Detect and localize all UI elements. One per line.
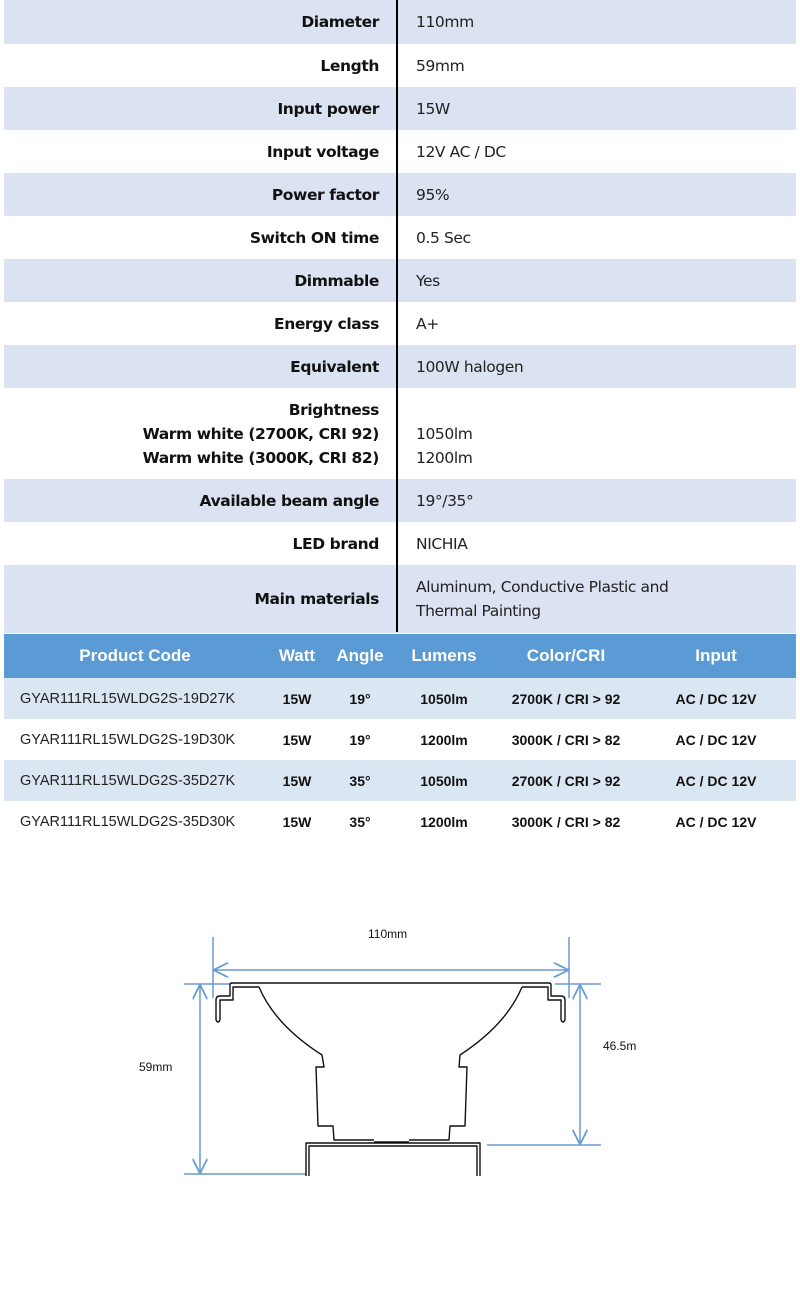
cell-product-code: GYAR111RL15WLDG2S-19D27K: [4, 678, 266, 719]
spec-value: 0.5 Sec: [416, 228, 471, 247]
header-lumens: Lumens: [392, 634, 496, 678]
spec-label: Available beam angle: [199, 491, 379, 510]
cell-color-cri: 2700K / CRI > 92: [496, 678, 636, 719]
product-table: [4, 634, 796, 842]
cell-watt: 15W: [282, 731, 312, 748]
spec-value-group: [396, 398, 796, 470]
table-row: [4, 801, 796, 842]
cell-product-code: GYAR111RL15WLDG2S-19D30K: [20, 731, 236, 748]
spec-value: 110mm: [416, 13, 474, 31]
spec-label: Input voltage: [266, 142, 379, 161]
spec-value: NICHIA: [416, 534, 468, 553]
cell-input: AC / DC 12V: [675, 813, 757, 830]
cell-input: AC / DC 12V: [675, 731, 757, 748]
table-row: [4, 678, 796, 719]
spec-row-equivalent: [4, 345, 796, 388]
body-height-label: 46.5m: [603, 1039, 637, 1053]
reflector-right: [409, 987, 522, 1140]
spec-row-dimmable: [4, 259, 796, 302]
spec-row-energy-class: [4, 302, 796, 345]
spec-label: Length: [320, 56, 379, 75]
cell-lumens: 1200lm: [420, 731, 468, 748]
spec-row-beam-angle: [4, 479, 796, 522]
spec-value: 95%: [416, 185, 450, 204]
spec-value: 19°/35°: [416, 491, 474, 510]
cell-color-cri: 3000K / CRI > 82: [511, 813, 621, 830]
lamp-base: [306, 1143, 480, 1176]
spec-value: 15W: [416, 99, 450, 118]
spec-value: 1200lm: [416, 448, 473, 467]
height-label: 59mm: [139, 1060, 173, 1074]
cell-angle: 35°: [328, 760, 392, 801]
spec-label: Main materials: [254, 590, 379, 608]
header-watt: Watt: [266, 634, 328, 678]
spec-label: Diameter: [301, 13, 379, 31]
cell-angle: 19°: [349, 731, 371, 748]
spec-row-diameter: [4, 0, 796, 44]
spec-value: Aluminum, Conductive Plastic and: [416, 578, 669, 596]
product-table-header: [4, 634, 796, 678]
cell-lumens: 1050lm: [392, 678, 496, 719]
cell-watt: 15W: [282, 813, 312, 830]
spec-value: 12V AC / DC: [416, 142, 506, 161]
spec-row-brightness: [4, 388, 796, 479]
spec-label: Power factor: [271, 185, 379, 204]
spec-label: Dimmable: [294, 271, 379, 290]
spec-row-power-factor: [4, 173, 796, 216]
spec-label: Equivalent: [290, 357, 379, 376]
spec-sublabel: Warm white (3000K, CRI 82): [142, 448, 379, 467]
header-product-code: Product Code: [4, 634, 266, 678]
lamp-outline: [216, 983, 565, 1176]
spec-value: 1050lm: [416, 424, 473, 443]
spec-label: LED brand: [292, 534, 379, 553]
cell-watt: 15W: [266, 678, 328, 719]
lamp-rim: [216, 983, 565, 1020]
spec-value-group: [396, 575, 796, 623]
spec-label: Energy class: [274, 314, 379, 333]
cell-color-cri: 3000K / CRI > 82: [511, 731, 621, 748]
table-row: [4, 760, 796, 801]
spec-sublabel: Warm white (2700K, CRI 92): [142, 424, 379, 443]
spec-label: Switch ON time: [249, 228, 379, 247]
spec-value: Yes: [416, 271, 440, 290]
spec-value: Thermal Painting: [416, 602, 541, 620]
spec-value: 100W halogen: [416, 357, 524, 376]
cell-product-code: GYAR111RL15WLDG2S-35D27K: [4, 760, 266, 801]
spec-table: [4, 0, 796, 633]
dimension-diagram: [0, 900, 800, 1200]
header-color-cri: Color/CRI: [496, 634, 636, 678]
spec-row-main-materials: [4, 565, 796, 633]
spec-column-divider: [396, 0, 398, 632]
header-input: Input: [636, 634, 796, 678]
spec-label: Input power: [277, 99, 379, 118]
spec-value: A+: [416, 314, 439, 333]
spec-value: 59mm: [416, 56, 465, 75]
header-angle: Angle: [328, 634, 392, 678]
spec-row-input-power: [4, 87, 796, 130]
spec-label: Brightness: [288, 400, 379, 419]
reflector-left: [259, 987, 374, 1140]
cell-input: AC / DC 12V: [636, 678, 796, 719]
spec-row-switch-on-time: [4, 216, 796, 259]
cell-color-cri: 2700K / CRI > 92: [496, 760, 636, 801]
cell-angle: 35°: [349, 813, 371, 830]
cell-input: AC / DC 12V: [636, 760, 796, 801]
cell-watt: 15W: [266, 760, 328, 801]
dimension-lines: [184, 937, 601, 1174]
cell-lumens: 1200lm: [420, 813, 468, 830]
spec-row-length: [4, 44, 796, 87]
spec-row-led-brand: [4, 522, 796, 565]
spec-row-input-voltage: [4, 130, 796, 173]
width-label: 110mm: [368, 927, 408, 941]
table-row: [4, 719, 796, 760]
cell-angle: 19°: [328, 678, 392, 719]
spec-label-group: [4, 398, 396, 470]
cell-product-code: GYAR111RL15WLDG2S-35D30K: [20, 813, 236, 830]
cell-lumens: 1050lm: [392, 760, 496, 801]
